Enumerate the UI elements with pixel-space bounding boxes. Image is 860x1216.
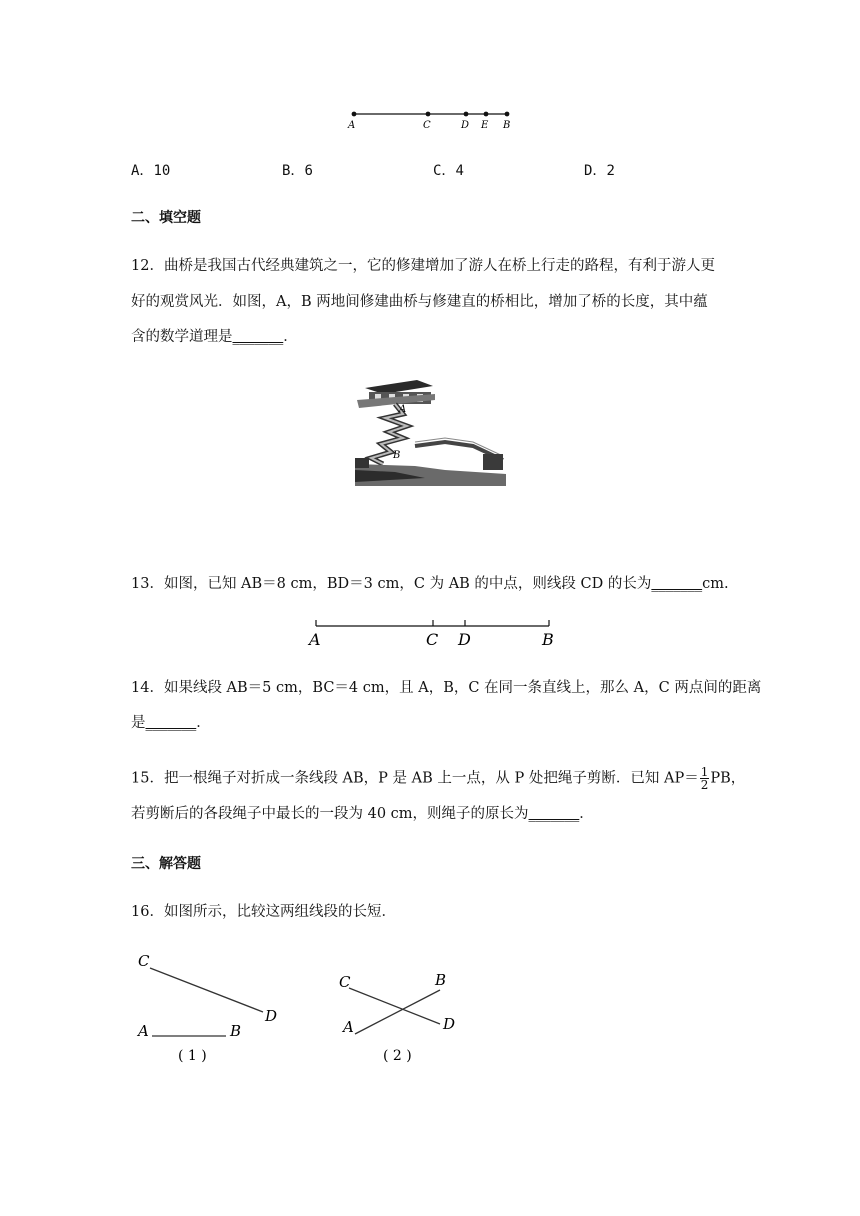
q14-line1: 14．如果线段 AB＝5 cm，BC＝4 cm，且 A，B，C 在同一条直线上，那么 A，C 两点间的距离 bbox=[131, 680, 762, 696]
q12-curved-bridge-picture bbox=[355, 374, 506, 486]
q13-prefix: 13．如图，已知 AB＝8 cm，BD＝3 cm，C 为 AB 的中点，则线段 CD 的长为 bbox=[131, 576, 652, 592]
q12-line3 bbox=[131, 327, 298, 347]
section3-heading: 三、解答题 bbox=[131, 856, 201, 872]
q11-number-line-figure bbox=[340, 106, 520, 132]
q16-f2-label-a: A bbox=[343, 1018, 354, 1036]
q12-figure-label-a: A bbox=[399, 404, 407, 415]
q16-f1-label-a: A bbox=[138, 1022, 149, 1040]
q16-f2-segment-cd bbox=[349, 988, 440, 1024]
q16-f2-label-c: C bbox=[339, 973, 351, 991]
option-d[interactable] bbox=[584, 160, 615, 180]
q16-f2-label-d: D bbox=[443, 1015, 456, 1033]
option-a-letter: A． bbox=[131, 163, 154, 179]
option-c-letter: C． bbox=[433, 163, 456, 179]
q16-f2-label-b: B bbox=[435, 971, 447, 989]
q16-figure-2 bbox=[335, 960, 475, 1070]
q15-line2 bbox=[131, 804, 594, 824]
option-b-letter: B． bbox=[282, 163, 305, 179]
section2-heading: 二、填空题 bbox=[131, 210, 201, 226]
q16-f1-label-c: C bbox=[138, 952, 150, 970]
option-c[interactable] bbox=[433, 160, 464, 180]
q16-f2-caption: ( 2 ) bbox=[383, 1048, 412, 1064]
q12-line1: 12．曲桥是我国古代经典建筑之一，它的修建增加了游人在桥上行走的路程，有利于游人更 bbox=[131, 258, 715, 274]
q16-figure-1 bbox=[130, 948, 290, 1068]
q14-line2 bbox=[131, 713, 211, 733]
q11-label-c: C bbox=[423, 120, 431, 131]
q13-label-b: B bbox=[542, 630, 554, 649]
option-c-value: 4 bbox=[455, 163, 464, 179]
option-a[interactable] bbox=[131, 160, 170, 180]
q11-point-b bbox=[505, 112, 510, 117]
q12-answer-blank[interactable]: _______ bbox=[232, 329, 284, 345]
q12-line3-prefix: 含的数学道理是 bbox=[131, 329, 233, 345]
q11-label-b: B bbox=[503, 120, 511, 131]
q15-fraction bbox=[700, 766, 710, 791]
q15-answer-blank[interactable]: _______ bbox=[528, 806, 580, 822]
option-d-letter: D． bbox=[584, 163, 607, 179]
q14-line2-suffix: ． bbox=[196, 715, 211, 731]
q15-line1 bbox=[131, 766, 745, 791]
q11-label-a: A bbox=[348, 120, 356, 131]
q15-fraction-numerator: 1 bbox=[700, 765, 709, 779]
q12-figure-label-b: B bbox=[393, 450, 401, 461]
option-b[interactable] bbox=[282, 160, 313, 180]
q11-label-e: E bbox=[481, 120, 489, 131]
q15-fraction-denominator: 2 bbox=[700, 778, 709, 792]
q13-label-d: D bbox=[458, 630, 471, 649]
q13-label-a: A bbox=[309, 630, 321, 649]
q14-answer-blank[interactable]: _______ bbox=[145, 715, 197, 731]
option-a-value: 10 bbox=[153, 163, 171, 179]
q15-line1-suffix: PB， bbox=[710, 770, 746, 787]
q16-f1-label-b: B bbox=[230, 1022, 242, 1040]
q11-point-c bbox=[426, 112, 431, 117]
q12-line3-suffix: ． bbox=[283, 329, 298, 345]
q11-point-d bbox=[464, 112, 469, 117]
q11-point-a bbox=[352, 112, 357, 117]
q12-line2: 好的观赏风光．如图，A，B 两地间修建曲桥与修建直的桥相比，增加了桥的长度，其中蕴 bbox=[131, 294, 708, 310]
q15-line2-prefix: 若剪断后的各段绳子中最长的一段为 40 cm，则绳子的原长为 bbox=[131, 806, 529, 822]
q11-label-d: D bbox=[461, 120, 470, 131]
q15-line2-suffix: ． bbox=[579, 806, 594, 822]
q16-f2-segment-ab bbox=[355, 990, 440, 1034]
option-d-value: 2 bbox=[606, 163, 615, 179]
q16-f1-label-d: D bbox=[265, 1007, 278, 1025]
q13-label-c: C bbox=[426, 630, 439, 649]
q14-line2-prefix: 是 bbox=[131, 715, 146, 731]
q13-answer-blank[interactable]: _______ bbox=[651, 576, 703, 592]
option-b-value: 6 bbox=[304, 163, 313, 179]
q16-f1-caption: ( 1 ) bbox=[178, 1048, 207, 1064]
q15-line1-prefix: 15．把一根绳子对折成一条线段 AB，P 是 AB 上一点，从 P 处把绳子剪断．已知 AP＝ bbox=[131, 770, 699, 787]
q11-point-e bbox=[484, 112, 489, 117]
q16-line: 16．如图所示，比较这两组线段的长短． bbox=[131, 904, 396, 920]
q13-segment-figure bbox=[306, 618, 558, 650]
q16-f1-segment-cd bbox=[150, 968, 263, 1012]
q13-suffix: cm. bbox=[702, 576, 729, 592]
q13-line bbox=[131, 574, 729, 594]
